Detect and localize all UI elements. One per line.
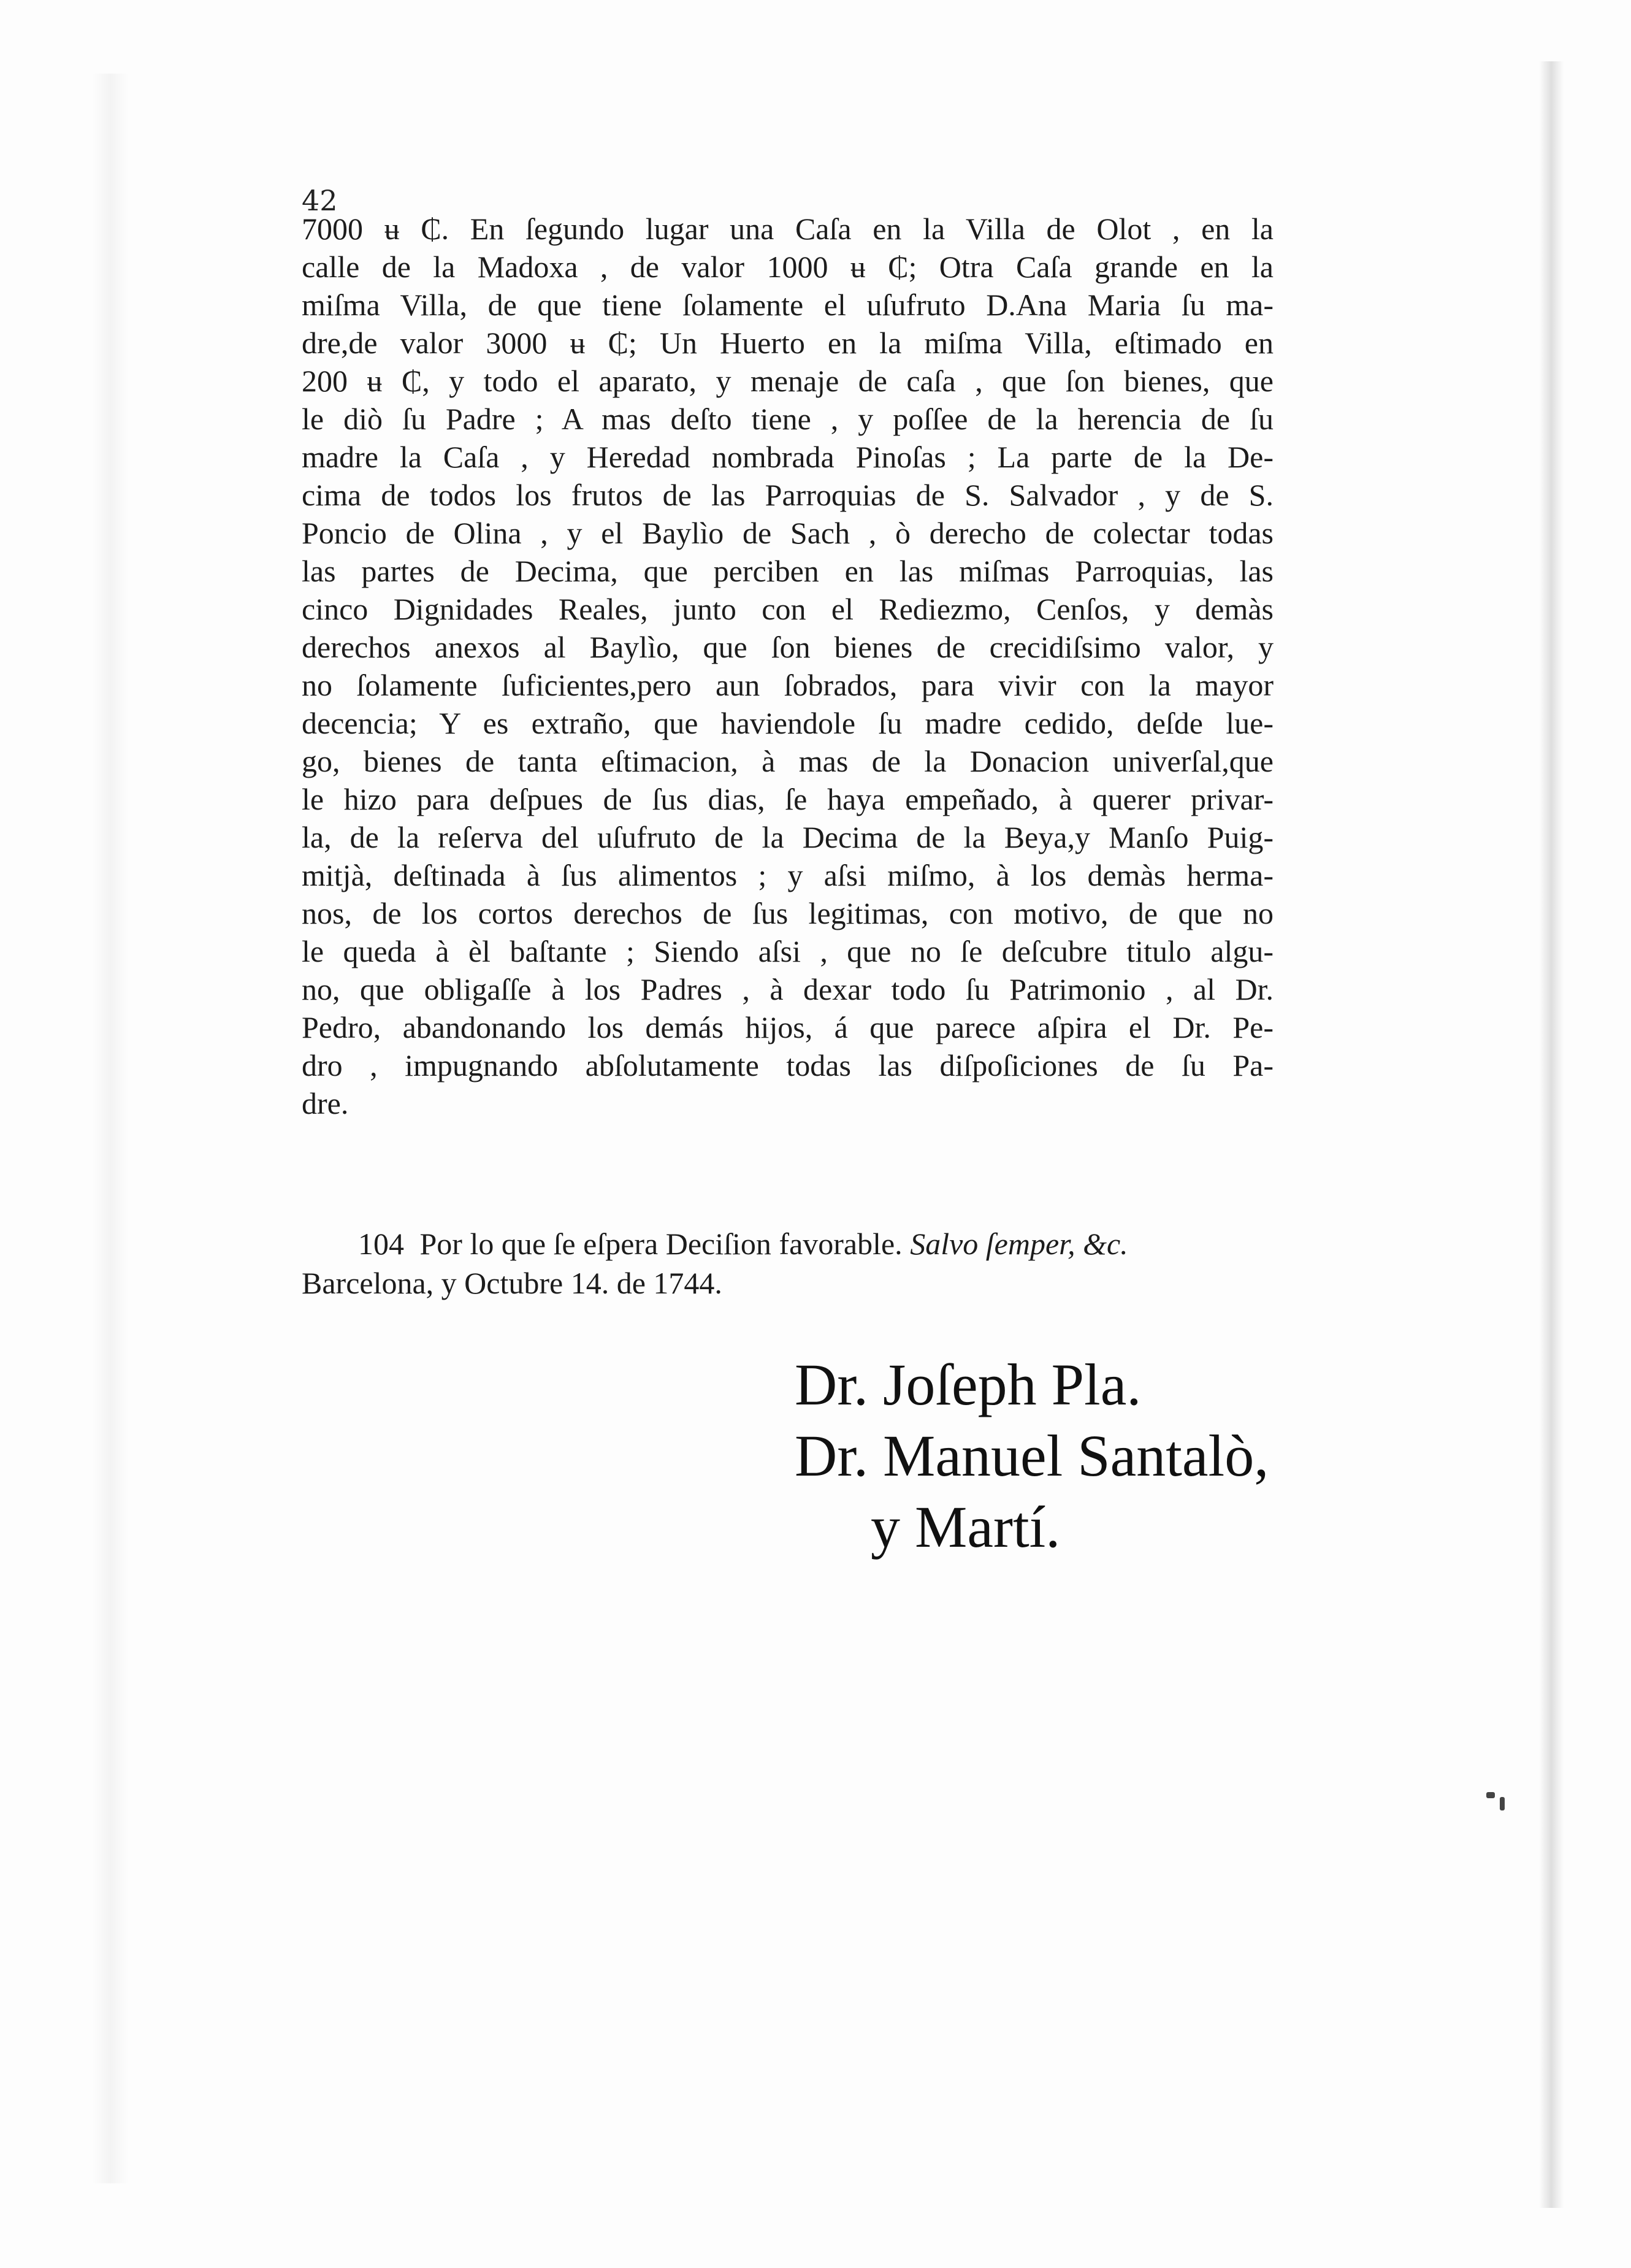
text-line-7: madre la Caſa , y Heredad nombrada Pinoſas ; La parte de la De- bbox=[302, 440, 1274, 474]
text-line-23: dro , impugnando abſolutamente todas las diſpoſiciones de ſu Pa- bbox=[302, 1048, 1274, 1082]
text-line-1: 7000 ʉ ₵. En ſegundo lugar una Caſa en la Villa de Olot , en la bbox=[302, 212, 1274, 246]
closing-paragraph bbox=[302, 1224, 1274, 1303]
text-line-9: Poncio de Olina , y el Baylìo de Sach , ò derecho de colectar todas bbox=[302, 516, 1274, 550]
margin-ink-mark bbox=[1486, 1792, 1495, 1798]
text-line-3: miſma Villa, de que tiene ſolamente el uſufruto D.Ana Maria ſu ma- bbox=[302, 288, 1274, 322]
signature-line-2: Dr. Manuel Santalò, bbox=[795, 1423, 1269, 1488]
text-line-18: mitjà, deſtinada à ſus alimentos ; y aſsi miſmo, à los demàs herma- bbox=[302, 858, 1274, 892]
text-line-19: nos, de los cortos derechos de ſus legitimas, con motivo, de que no bbox=[302, 896, 1274, 930]
text-line-4: dre,de valor 3000 ʉ ₵; Un Huerto en la miſma Villa, eſtimado en bbox=[302, 326, 1274, 360]
signature-line-1: Dr. Joſeph Pla. bbox=[795, 1352, 1142, 1417]
page-number: 42 bbox=[302, 184, 338, 217]
salvo-semper-text: Salvo ſemper, &c. bbox=[910, 1227, 1128, 1261]
text-line-15: go, bienes de tanta eſtimacion, à mas de la Donacion univerſal,que bbox=[302, 744, 1274, 778]
page-edge-shadow-left bbox=[92, 74, 129, 2183]
margin-ink-mark bbox=[1500, 1797, 1505, 1810]
text-line-17: la, de la reſerva del uſufruto de la Decima de la Beya,y Manſo Puig- bbox=[302, 820, 1274, 854]
text-line-22: Pedro, abandonando los demás hijos, á que parece aſpira el Dr. Pe- bbox=[302, 1010, 1274, 1044]
text-line-16: le hizo para deſpues de ſus dias, ſe haya empeñado, à querer privar- bbox=[302, 782, 1274, 816]
signature-block bbox=[795, 1349, 1269, 1563]
closing-request-text: Por lo que ſe eſpera Deciſion favorable. bbox=[419, 1227, 903, 1261]
paragraph-number: 104 bbox=[358, 1227, 404, 1261]
place-date-line: Barcelona, y Octubre 14. de 1744. bbox=[302, 1266, 722, 1300]
text-line-24: dre. bbox=[302, 1086, 349, 1121]
text-line-6: le diò ſu Padre ; A mas deſto tiene , y poſſee de la herencia de ſu bbox=[302, 402, 1274, 436]
text-line-8: cima de todos los frutos de las Parroquias de S. Salvador , y de S. bbox=[302, 478, 1274, 512]
text-line-12: derechos anexos al Baylìo, que ſon bienes de crecidiſsimo valor, y bbox=[302, 630, 1274, 664]
text-line-5: 200 ʉ ₵, y todo el aparato, y menaje de caſa , que ſon bienes, que bbox=[302, 364, 1274, 398]
text-line-11: cinco Dignidades Reales, junto con el Rediezmo, Cenſos, y demàs bbox=[302, 592, 1274, 626]
text-line-10: las partes de Decima, que perciben en las miſmas Parroquias, las bbox=[302, 554, 1274, 588]
main-paragraph bbox=[302, 210, 1274, 1122]
text-line-2: calle de la Madoxa , de valor 1000 ʉ ₵; Otra Caſa grande en la bbox=[302, 250, 1274, 284]
text-line-13: no ſolamente ſuficientes,pero aun ſobrados, para vivir con la mayor bbox=[302, 668, 1274, 702]
text-line-20: le queda à èl baſtante ; Siendo aſsi , que no ſe deſcubre titulo algu- bbox=[302, 934, 1274, 968]
closing-line-1 bbox=[302, 1224, 1274, 1263]
text-line-21: no, que obligaſſe à los Padres , à dexar todo ſu Patrimonio , al Dr. bbox=[302, 972, 1274, 1006]
text-line-14: decencia; Y es extraño, que haviendole ſu madre cedido, deſde lue- bbox=[302, 706, 1274, 740]
page-edge-shadow-right bbox=[1539, 61, 1564, 2208]
signature-line-3: y Martí. bbox=[871, 1494, 1061, 1560]
